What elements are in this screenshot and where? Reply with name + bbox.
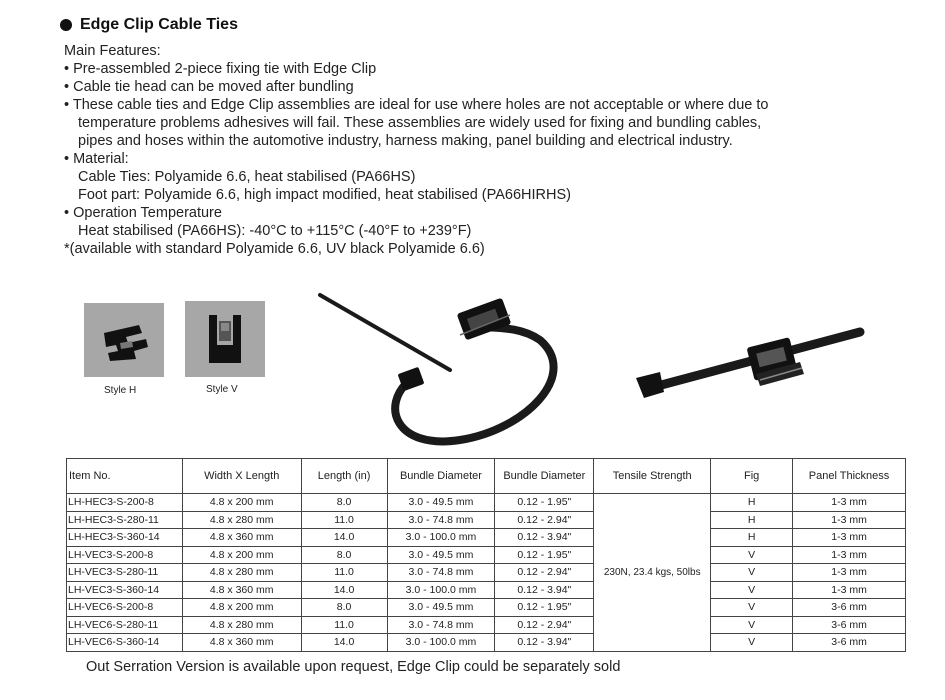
table-cell: LH-HEC3-S-360-14 (67, 529, 183, 547)
main-features (64, 42, 768, 258)
table-cell: 3.0 - 100.0 mm (387, 581, 495, 599)
feature-line: • Cable tie head can be moved after bundling (64, 79, 354, 95)
edge-clip-tie-icon (630, 320, 870, 410)
table-cell: 1-3 mm (793, 494, 906, 512)
table-cell: 4.8 x 360 mm (182, 581, 301, 599)
table-cell: 4.8 x 200 mm (182, 494, 301, 512)
table-row (67, 599, 906, 617)
style-h-photo (84, 303, 164, 377)
column-header: Tensile Strength (594, 459, 711, 494)
table-cell: 3.0 - 74.8 mm (387, 564, 495, 582)
table-cell: 4.8 x 280 mm (182, 564, 301, 582)
table-cell: 8.0 (301, 494, 387, 512)
table-cell: 3-6 mm (793, 599, 906, 617)
table-cell: 3.0 - 74.8 mm (387, 616, 495, 634)
table-cell: V (711, 564, 793, 582)
table-cell: 3.0 - 100.0 mm (387, 529, 495, 547)
table-cell: 0.12 - 1.95" (495, 546, 594, 564)
column-header: Fig (711, 459, 793, 494)
bullet-dot-icon (60, 19, 72, 31)
table-cell: 1-3 mm (793, 529, 906, 547)
table-cell: LH-HEC3-S-200-8 (67, 494, 183, 512)
table-cell: LH-VEC6-S-200-8 (67, 599, 183, 617)
table-cell: 4.8 x 280 mm (182, 616, 301, 634)
style-v-clip-icon (185, 301, 265, 377)
table-cell: V (711, 634, 793, 652)
style-h-clip-icon (84, 303, 164, 377)
column-header: Bundle Diameter (495, 459, 594, 494)
table-cell: 3.0 - 49.5 mm (387, 546, 495, 564)
table-cell: 11.0 (301, 511, 387, 529)
spec-table (66, 458, 906, 652)
column-header: Width X Length (182, 459, 301, 494)
table-row (67, 564, 906, 582)
table-row (67, 529, 906, 547)
table-cell: LH-VEC6-S-360-14 (67, 634, 183, 652)
looped-cable-tie-icon (300, 285, 600, 455)
table-cell: 3.0 - 49.5 mm (387, 599, 495, 617)
table-row (67, 494, 906, 512)
table-row (67, 616, 906, 634)
feature-list (64, 60, 768, 258)
feature-line: • These cable ties and Edge Clip assemblies are ideal for use where holes are not acceptable or where due to (64, 97, 769, 113)
table-cell: 0.12 - 2.94" (495, 616, 594, 634)
table-cell: 3-6 mm (793, 616, 906, 634)
table-cell: 1-3 mm (793, 581, 906, 599)
table-cell: 14.0 (301, 634, 387, 652)
style-v-photo (185, 301, 265, 377)
feature-line: Heat stabilised (PA66HS): -40°C to +115°C (-40°F to +239°F) (78, 223, 472, 239)
column-header: Panel Thickness (793, 459, 906, 494)
table-cell: V (711, 616, 793, 634)
feature-line: Foot part: Polyamide 6.6, high impact modified, heat stabilised (PA66HIRHS) (78, 187, 571, 203)
feature-line: Cable Ties: Polyamide 6.6, heat stabilised (PA66HS) (78, 169, 416, 185)
table-cell: 3-6 mm (793, 634, 906, 652)
column-header: Length (in) (301, 459, 387, 494)
table-cell: 8.0 (301, 546, 387, 564)
table-cell: 4.8 x 200 mm (182, 546, 301, 564)
table-cell: 11.0 (301, 564, 387, 582)
table-cell: 14.0 (301, 581, 387, 599)
table-cell: 3.0 - 100.0 mm (387, 634, 495, 652)
table-cell: LH-HEC3-S-280-11 (67, 511, 183, 529)
table-cell: H (711, 529, 793, 547)
table-row (67, 511, 906, 529)
table-cell: 4.8 x 200 mm (182, 599, 301, 617)
table-cell: 0.12 - 1.95" (495, 494, 594, 512)
column-header: Bundle Diameter (387, 459, 495, 494)
style-v-caption: Style V (206, 384, 238, 395)
table-cell: H (711, 494, 793, 512)
table-cell: V (711, 581, 793, 599)
table-cell: LH-VEC3-S-200-8 (67, 546, 183, 564)
tensile-strength-cell: 230N, 23.4 kgs, 50lbs (594, 494, 711, 652)
features-heading: Main Features: (64, 43, 161, 59)
table-cell: 3.0 - 49.5 mm (387, 494, 495, 512)
table-cell: 0.12 - 2.94" (495, 564, 594, 582)
table-cell: 3.0 - 74.8 mm (387, 511, 495, 529)
table-cell: LH-VEC3-S-280-11 (67, 564, 183, 582)
table-cell: H (711, 511, 793, 529)
title-row (60, 16, 238, 34)
feature-line: • Pre-assembled 2-piece fixing tie with Edge Clip (64, 61, 377, 77)
feature-line: • Material: (64, 151, 129, 167)
feature-line: temperature problems adhesives will fail. These assemblies are widely used for fixing and bundling cables, (78, 115, 762, 131)
table-cell: 0.12 - 3.94" (495, 529, 594, 547)
table-cell: LH-VEC6-S-280-11 (67, 616, 183, 634)
table-cell: 4.8 x 280 mm (182, 511, 301, 529)
table-cell: 1-3 mm (793, 546, 906, 564)
page-title: Edge Clip Cable Ties (80, 16, 238, 33)
table-cell: 1-3 mm (793, 564, 906, 582)
table-cell: 0.12 - 3.94" (495, 581, 594, 599)
style-h-caption: Style H (104, 385, 137, 396)
table-cell: 0.12 - 3.94" (495, 634, 594, 652)
table-cell: 8.0 (301, 599, 387, 617)
table-cell: V (711, 599, 793, 617)
feature-line: • Operation Temperature (64, 205, 222, 221)
column-header: Item No. (67, 459, 183, 494)
table-cell: 4.8 x 360 mm (182, 529, 301, 547)
table-cell: 4.8 x 360 mm (182, 634, 301, 652)
table-row (67, 581, 906, 599)
table-header-row (67, 459, 906, 494)
table-cell: 11.0 (301, 616, 387, 634)
feature-line: pipes and hoses within the automotive industry, harness making, panel building and electrical industry. (78, 133, 733, 149)
feature-line: *(available with standard Polyamide 6.6, UV black Polyamide 6.6) (64, 241, 485, 257)
table-cell: 0.12 - 2.94" (495, 511, 594, 529)
table-cell: LH-VEC3-S-360-14 (67, 581, 183, 599)
table-row (67, 546, 906, 564)
table-row (67, 634, 906, 652)
footer-note: Out Serration Version is available upon request, Edge Clip could be separately sold (86, 659, 621, 675)
table-cell: V (711, 546, 793, 564)
table-cell: 0.12 - 1.95" (495, 599, 594, 617)
table-cell: 14.0 (301, 529, 387, 547)
table-cell: 1-3 mm (793, 511, 906, 529)
